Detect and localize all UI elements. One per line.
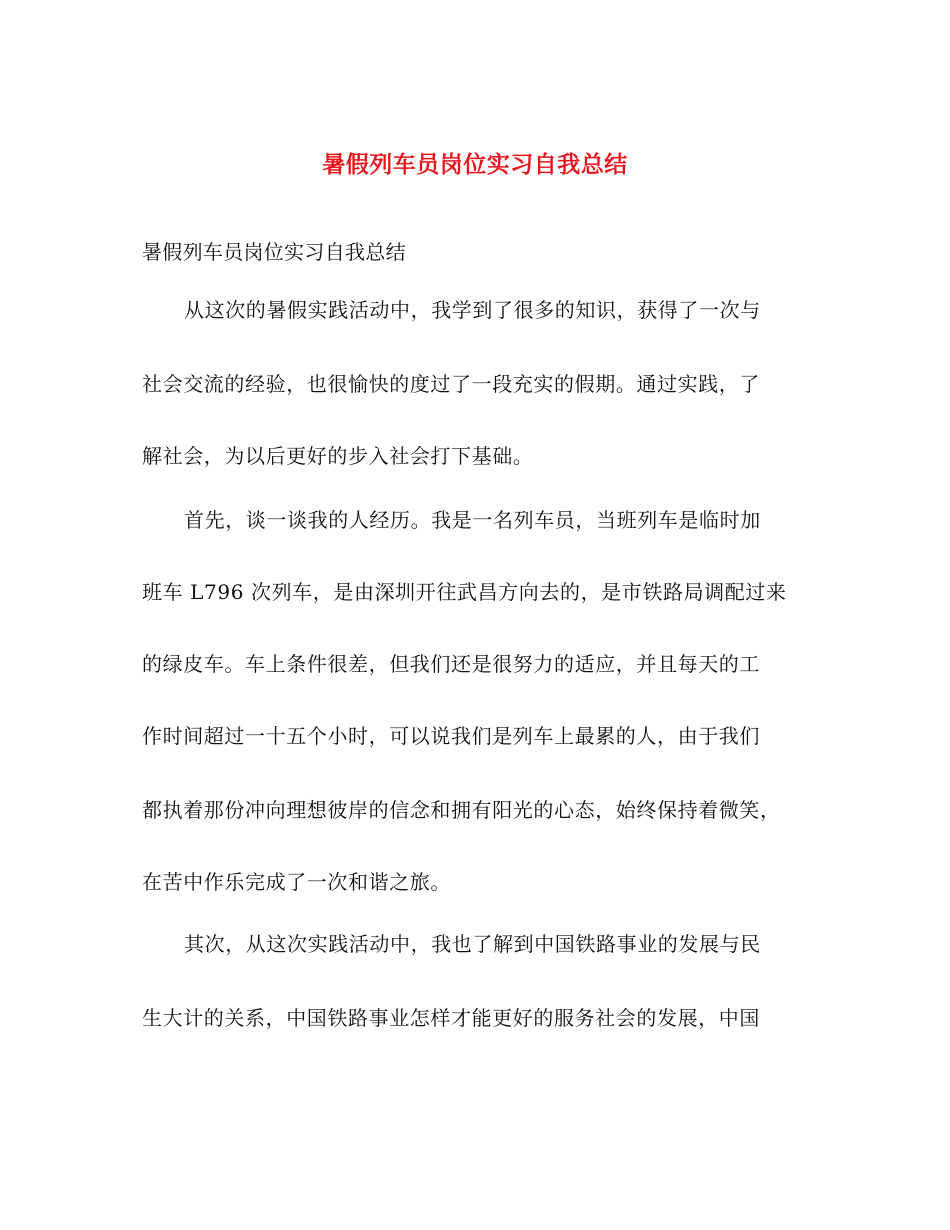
paragraph-line: 首先，谈一谈我的人经历。我是一名列车员，当班列车是临时加 <box>184 508 761 532</box>
document-title: 暑假列车员岗位实习自我总结 <box>322 151 628 178</box>
paragraph-line: 生大计的关系，中国铁路事业怎样才能更好的服务社会的发展，中国 <box>142 1006 760 1030</box>
paragraph-line: 解社会，为以后更好的步入社会打下基础。 <box>142 444 534 468</box>
paragraph-line: 从这次的暑假实践活动中，我学到了很多的知识，获得了一次与 <box>184 298 761 322</box>
paragraph-line: 在苦中作乐完成了一次和谐之旅。 <box>142 870 451 894</box>
paragraph-line: 作时间超过一十五个小时，可以说我们是列车上最累的人，由于我们 <box>142 724 760 748</box>
paragraph-line: 都执着那份冲向理想彼岸的信念和拥有阳光的心态，始终保持着微笑， <box>142 798 781 822</box>
paragraph-line: 班车 L796 次列车，是由深圳开往武昌方向去的，是市铁路局调配过来 <box>142 580 787 604</box>
paragraph-line: 社会交流的经验，也很愉快的度过了一段充实的假期。通过实践，了 <box>142 372 760 396</box>
document-subtitle: 暑假列车员岗位实习自我总结 <box>142 240 406 264</box>
paragraph-line: 其次，从这次实践活动中，我也了解到中国铁路事业的发展与民 <box>184 932 761 956</box>
paragraph-line: 的绿皮车。车上条件很差，但我们还是很努力的适应，并且每天的工 <box>142 652 760 676</box>
